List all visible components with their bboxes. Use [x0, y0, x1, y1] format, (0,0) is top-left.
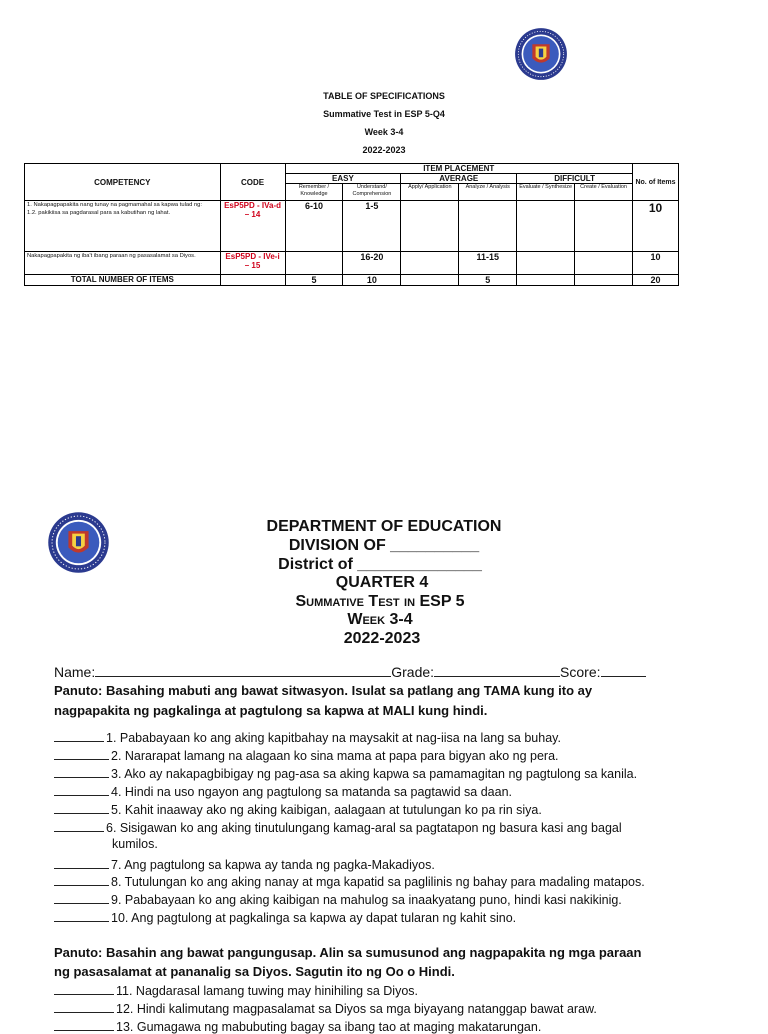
apply-cell	[401, 201, 459, 252]
understand-cell: 16-20	[343, 252, 401, 275]
quarter-line: QUARTER 4	[335, 574, 429, 591]
question-text: 10. Ang pagtulong at pagkalinga sa kapwa ay dapat tularan ng kahit sino.	[111, 911, 517, 925]
analyze-cell	[459, 201, 517, 252]
subheader-analyze: Analyze / Analysis	[459, 184, 517, 201]
code-header: CODE	[220, 164, 285, 201]
question-item	[54, 801, 542, 817]
answer-blank[interactable]	[54, 1000, 114, 1013]
specifications-table	[24, 163, 679, 286]
items-cell: 10	[633, 252, 679, 275]
answer-blank[interactable]	[54, 909, 109, 922]
competency-cell	[25, 201, 221, 252]
subheader-evaluate: Evaluate / Synthesize	[517, 184, 575, 201]
answer-blank[interactable]	[54, 856, 109, 869]
dept-title: DEPARTMENT OF EDUCATION	[266, 518, 502, 535]
competency-line: Nakapagpapakita ng iba't ibang paraan ng pasasalamat sa Diyos.	[27, 253, 196, 259]
question-item	[54, 819, 622, 835]
deped-seal-icon	[514, 27, 568, 81]
question-item	[54, 1018, 541, 1034]
score-label: Score:	[560, 664, 601, 680]
average-header: AVERAGE	[401, 174, 517, 184]
question-text: 11. Nagdarasal lamang tuwing may hinihiling sa Diyos.	[116, 984, 419, 998]
items-cell: 10	[633, 201, 679, 252]
question-text: 5. Kahit inaaway ako ng aking kaibigan, aalagaan at tutulungan ko pa rin siya.	[111, 803, 542, 817]
tos-subtitle: Summative Test in ESP 5-Q4	[323, 109, 445, 119]
total-remember: 5	[285, 275, 343, 286]
subheader-apply: Apply/ Application	[401, 184, 459, 201]
grade-label: Grade:	[391, 664, 435, 680]
difficult-header: DIFFICULT	[517, 174, 633, 184]
answer-blank[interactable]	[54, 729, 104, 742]
answer-blank[interactable]	[54, 819, 104, 832]
question-text: 13. Gumagawa ng mabubuting bagay sa ibang tao at maging makatarungan.	[116, 1020, 542, 1034]
subheader-remember: Remember / Knowledge	[285, 184, 343, 201]
answer-blank[interactable]	[54, 783, 109, 796]
question-item	[54, 856, 435, 872]
answer-blank[interactable]	[54, 982, 114, 995]
no-items-header: No. of Items	[633, 164, 679, 201]
table-row	[25, 252, 679, 275]
question-item	[54, 873, 645, 889]
code-cell: EsP5PD - IVa-d – 14	[220, 201, 285, 252]
answer-blank[interactable]	[54, 747, 109, 760]
score-field[interactable]	[601, 664, 646, 677]
question-text: 7. Ang pagtulong sa kapwa ay tanda ng pagka-Makadiyos.	[111, 858, 435, 872]
competency-header: COMPETENCY	[25, 164, 221, 201]
analyze-cell: 11-15	[459, 252, 517, 275]
question-item	[54, 909, 516, 925]
question-text: 2. Nararapat lamang na alagaan ko sina mama at papa para bigyan ako ng pera.	[111, 749, 559, 763]
question-text: 9. Pababayaan ko ang aking kaibigan na mahulog sa inaakyatang puno, hindi kasi nakikinig.	[111, 893, 622, 907]
name-label: Name:	[54, 664, 96, 680]
easy-header: EASY	[285, 174, 401, 184]
question-item	[54, 982, 418, 998]
question-item	[54, 747, 559, 763]
district-line: District of ______________	[278, 556, 482, 573]
question-text: 1. Pababayaan ko ang aking kapitbahay na maysakit at nag-iisa na lang sa buhay.	[106, 731, 561, 745]
create-cell	[575, 201, 633, 252]
answer-blank[interactable]	[54, 801, 109, 814]
apply-cell	[401, 252, 459, 275]
item-placement-header: ITEM PLACEMENT	[285, 164, 633, 174]
competency-line: 1. Nakapagpapakita nang tunay na pagmamahal sa kapwa tulad ng:	[27, 202, 202, 208]
total-row	[25, 275, 679, 286]
panuto-1-line-b: nagpapakita ng pagkalinga at pagtulong sa kapwa at MALI kung hindi.	[54, 703, 488, 718]
test-title: Summative Test in ESP 5	[295, 593, 465, 610]
panuto-1-line-a: Panuto: Basahing mabuti ang bawat sitwasyon. Isulat sa patlang ang TAMA kung ito ay	[54, 683, 593, 698]
question-text: 4. Hindi na uso ngayon ang pagtulong sa matanda sa pagtawid sa daan.	[111, 785, 512, 799]
test-year: 2022-2023	[343, 630, 421, 647]
total-label: TOTAL NUMBER OF ITEMS	[25, 275, 221, 286]
answer-blank[interactable]	[54, 873, 109, 886]
question-item	[54, 729, 561, 745]
name-field[interactable]	[95, 664, 391, 677]
remember-cell: 6-10	[285, 201, 343, 252]
remember-cell	[285, 252, 343, 275]
competency-line: 1.2. pakikiisa sa pagdarasal para sa kabutihan ng lahat.	[27, 210, 171, 216]
question-text-continuation: kumilos.	[112, 837, 158, 851]
answer-blank[interactable]	[54, 891, 109, 904]
student-info-row	[54, 664, 646, 680]
total-analyze: 5	[459, 275, 517, 286]
table-row	[25, 201, 679, 252]
total-items: 20	[633, 275, 679, 286]
subheader-understand: Understand/ Comprehension	[343, 184, 401, 201]
question-text: 12. Hindi kalimutang magpasalamat sa Diyos sa mga biyayang natanggap bawat araw.	[116, 1002, 597, 1016]
question-item	[54, 765, 637, 781]
question-text: 3. Ako ay nakapagbibigay ng pag-asa sa aking kapwa sa pamamagitan ng pagtulong sa kanila.	[111, 767, 638, 781]
tos-year: 2022-2023	[362, 145, 406, 155]
question-item	[54, 783, 512, 799]
division-line: DIVISION OF __________	[288, 537, 480, 554]
competency-cell	[25, 252, 221, 275]
panuto-2-line-b: ng pasasalamat at pananalig sa Diyos. Sagutin ito ng Oo o Hindi.	[54, 964, 455, 979]
question-item	[54, 1000, 597, 1016]
question-text: 6. Sisigawan ko ang aking tinutulungang kamag-aral sa pagtatapon ng basura kasi ang bagal	[106, 821, 622, 835]
evaluate-cell	[517, 201, 575, 252]
code-cell: EsP5PD - IVe-i – 15	[220, 252, 285, 275]
total-understand: 10	[343, 275, 401, 286]
panuto-2-line-a: Panuto: Basahin ang bawat pangungusap. Alin sa sumusunod ang nagpapakita ng mga paraan	[54, 945, 642, 960]
tos-title: TABLE OF SPECIFICATIONS	[323, 91, 445, 101]
evaluate-cell	[517, 252, 575, 275]
subheader-create: Create / Evaluation	[575, 184, 633, 201]
question-item	[54, 891, 622, 907]
answer-blank[interactable]	[54, 765, 109, 778]
understand-cell: 1-5	[343, 201, 401, 252]
test-week: Week 3-4	[347, 611, 413, 628]
create-cell	[575, 252, 633, 275]
tos-week: Week 3-4	[364, 127, 404, 137]
question-text: 8. Tutulungan ko ang aking nanay at mga kapatid sa paglilinis ng bahay para madaling matapos.	[111, 875, 645, 889]
grade-field[interactable]	[434, 664, 560, 677]
answer-blank[interactable]	[54, 1018, 114, 1031]
